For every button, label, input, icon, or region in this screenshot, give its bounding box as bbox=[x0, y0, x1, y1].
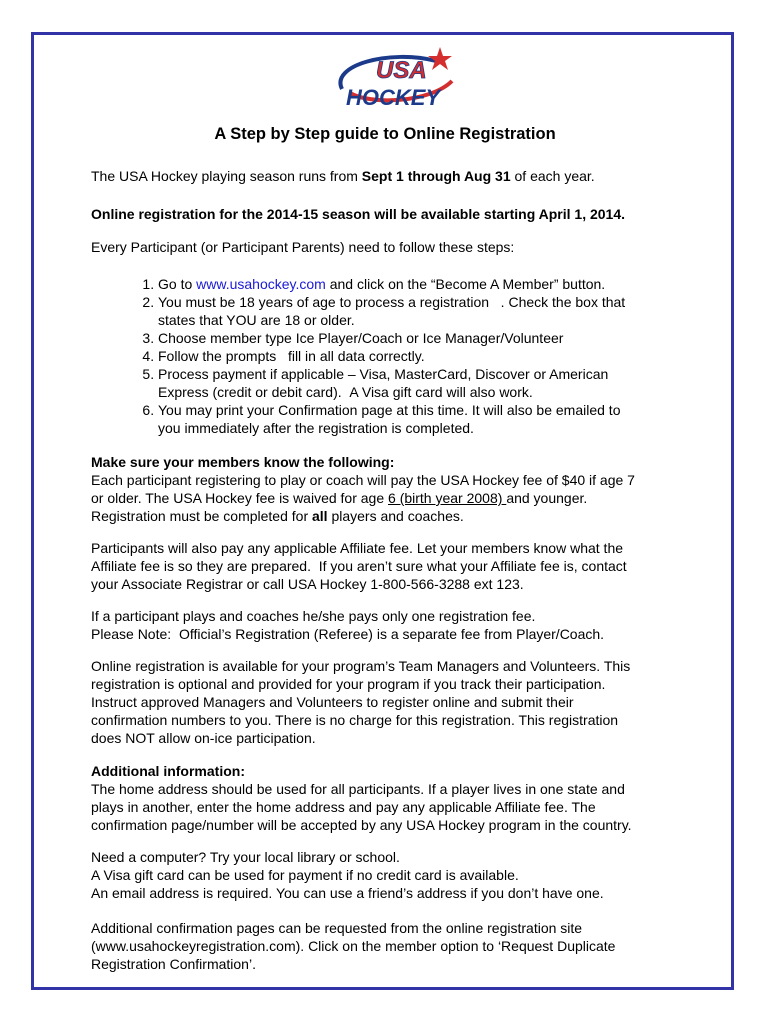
misc-paragraph: Need a computer? Try your local library or school. A Visa gift card can be used for payment if no credit card is available. An email address is required. You can use a friend’s address if you don’t have one. bbox=[91, 849, 604, 901]
additional-paragraph: Additional information: The home address should be used for all participants. If a player lives in one state and plays in another, enter the home address and pay any applicable Affiliate fee. The confirmation page/number will be accepted by any USA Hockey program in the country. bbox=[91, 763, 632, 833]
online-notice: Online registration for the 2014-15 season will be available starting April 1, 2014. bbox=[91, 206, 626, 222]
list-item: 6. You may print your Confirmation page at this time. It will also be emailed to you immediately after the registration is completed. bbox=[158, 401, 748, 437]
usahockey-link[interactable]: www.usahockey.com bbox=[196, 276, 326, 292]
steps-list bbox=[91, 275, 748, 437]
confirmation-paragraph: Additional confirmation pages can be requested from the online registration site (www.usahockeyregistration.com). Click on the member option to ‘Request Duplicate Registration Confirmation’. bbox=[91, 920, 616, 972]
list-item: 5. Process payment if applicable – Visa, MasterCard, Discover or American Express (credit or debit card). A Visa gift card will also work. bbox=[158, 365, 748, 401]
page-title: A Step by Step guide to Online Registration bbox=[214, 125, 556, 143]
list-item: 3. Choose member type Ice Player/Coach or Ice Manager/Volunteer bbox=[158, 329, 748, 347]
usa-hockey-logo bbox=[330, 45, 464, 111]
list-item: 2. You must be 18 years of age to process a registration . Check the box that states that YOU are 18 or older. bbox=[158, 293, 748, 329]
members-paragraph: Make sure your members know the following: Each participant registering to play or coach will pay the USA Hockey fee of $40 if age 7 or older. The USA Hockey fee is waived for age 6 (birth year 2008) and younger. Registration must be completed for all players and coaches. bbox=[91, 454, 635, 524]
logo-text-usa: USA bbox=[376, 57, 427, 84]
affiliate-paragraph: Participants will also pay any applicable Affiliate fee. Let your members know what the Affiliate fee is so they are prepared. If you aren’t sure what your Affiliate fee is, contact your Associate Registrar or call USA Hockey 1-800-566-3288 ext 123. bbox=[91, 540, 627, 592]
logo-text-hockey: HOCKEY bbox=[346, 85, 441, 110]
list-item: 4. Follow the prompts fill in all data correctly. bbox=[158, 347, 748, 365]
list-item: 1. Go to www.usahockey.com and click on the “Become A Member” button. bbox=[158, 275, 748, 293]
steps-intro: Every Participant (or Participant Parents) need to follow these steps: bbox=[91, 239, 515, 255]
managers-paragraph: Online registration is available for your program’s Team Managers and Volunteers. This registration is optional and provided for your program if you track their participation. Instruct approved Managers and Volunteers to register online and submit their confirmation numbers to you. There is no charge for this registration. This registration does NOT allow on-ice participation. bbox=[91, 658, 631, 746]
season-paragraph: The USA Hockey playing season runs from Sept 1 through Aug 31 of each year. bbox=[91, 168, 595, 184]
fee-paragraph: If a participant plays and coaches he/she pays only one registration fee. Please Note: Official’s Registration (Referee) is a separate fee from Player/Coach. bbox=[91, 608, 605, 642]
